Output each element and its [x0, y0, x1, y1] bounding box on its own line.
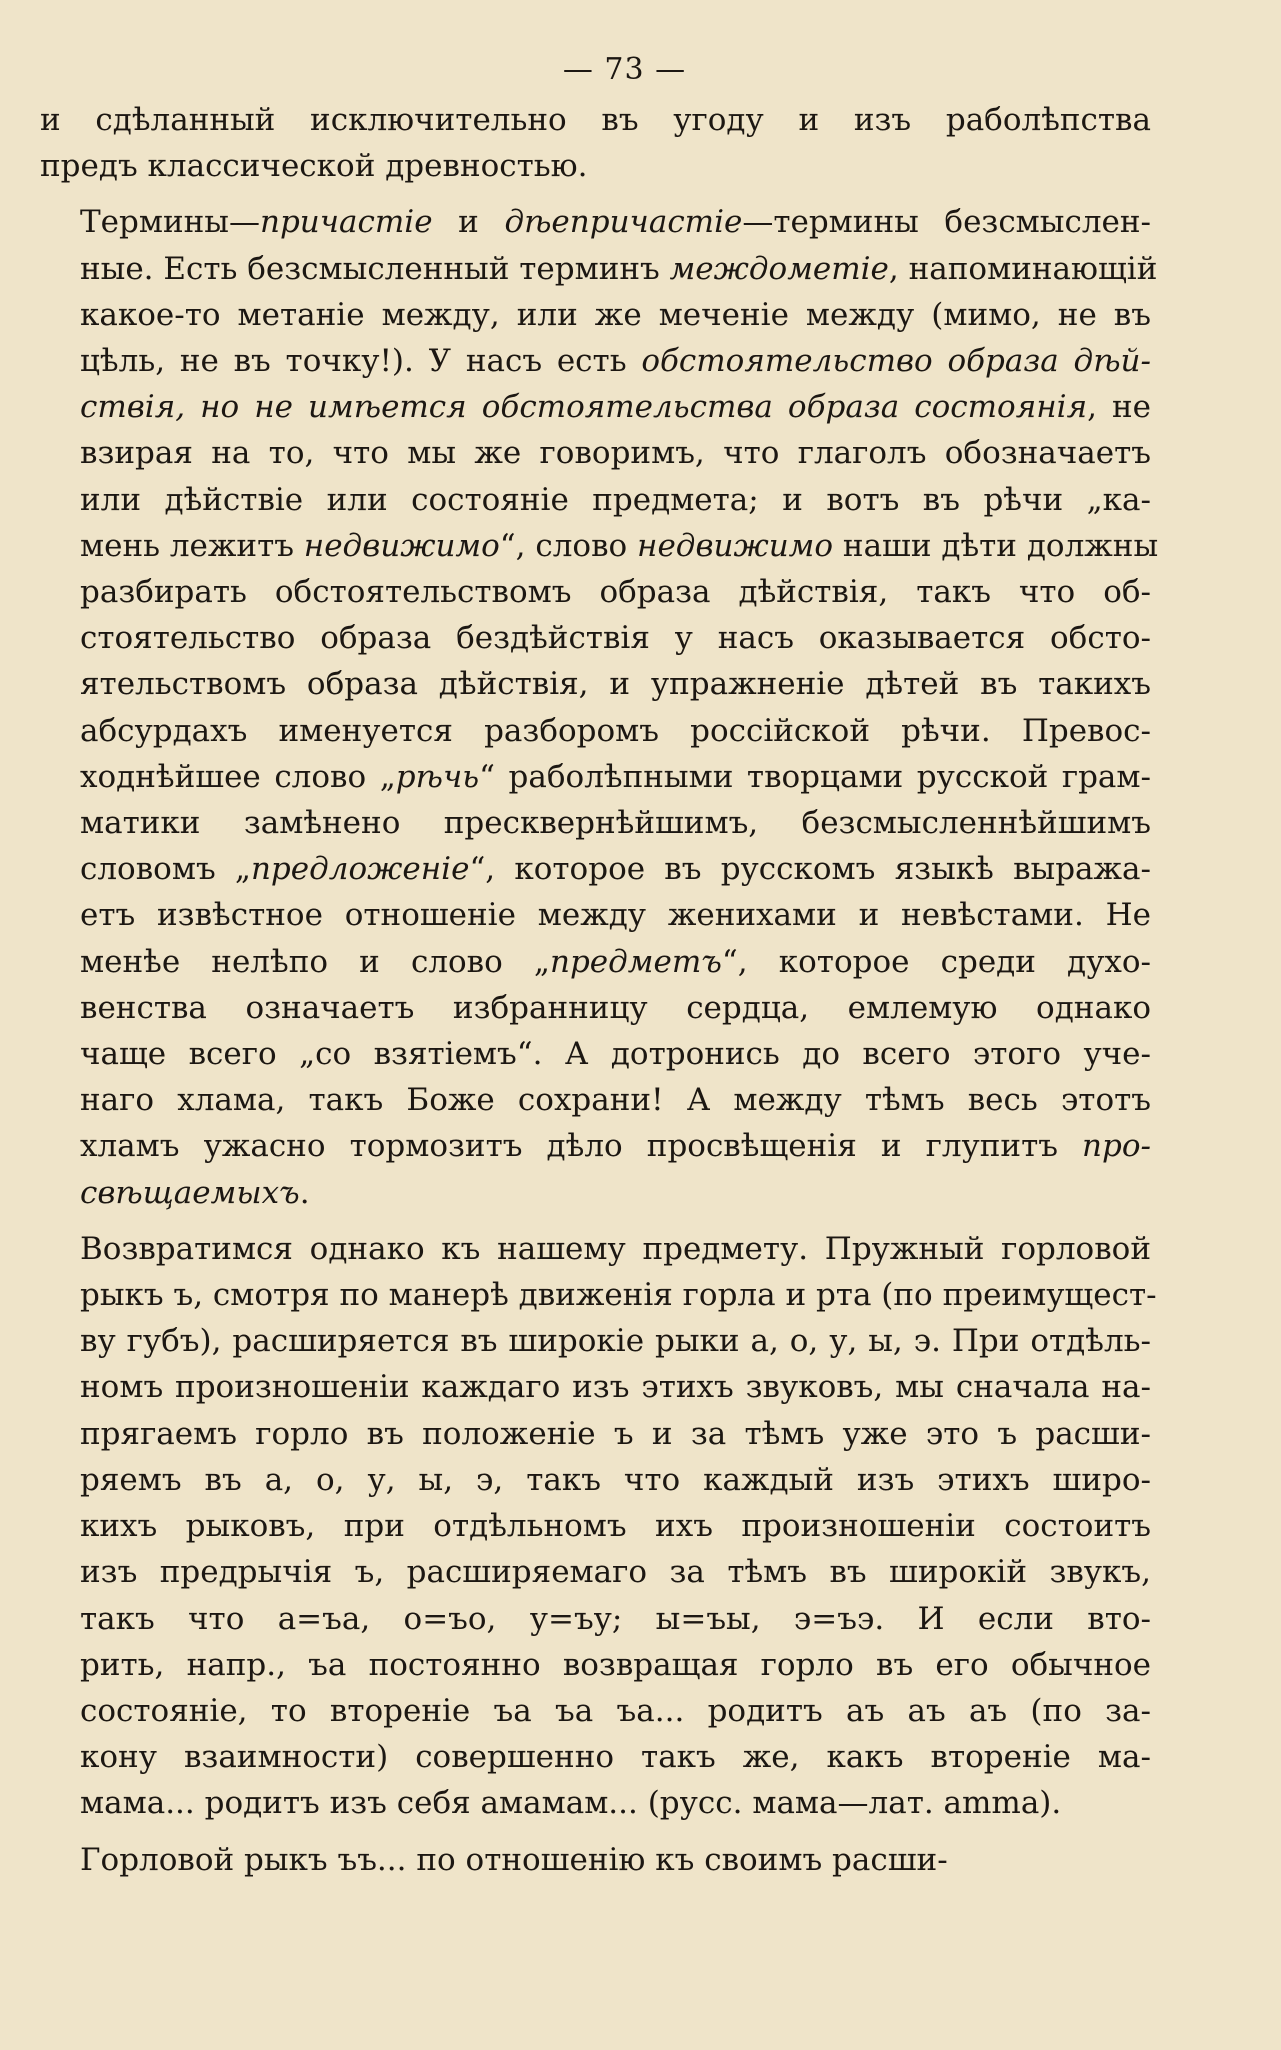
- paragraph: [40, 1837, 1151, 1883]
- paragraph: [40, 199, 1159, 1215]
- text-run: венства означаетъ избранницу сердца, емлемую однако: [80, 989, 1151, 1026]
- text-run: предъ классической древностью.: [40, 148, 588, 185]
- text-line: [40, 1780, 1151, 1826]
- text-run: етъ извѣстное отношеніе между женихами и невѣстами. Не: [80, 897, 1151, 934]
- italic-term: обстоятельство образа дѣй-: [641, 343, 1151, 380]
- text-run: .: [299, 1174, 310, 1211]
- text-line: [40, 569, 1151, 615]
- text-line: [40, 1226, 1151, 1272]
- text-line: [40, 1170, 1151, 1216]
- text-line: [40, 1077, 1151, 1123]
- text-line: [40, 1642, 1151, 1688]
- text-run: “, слово: [499, 527, 638, 564]
- text-run: мень лежитъ: [80, 527, 304, 564]
- italic-term: дѣепричастіе: [504, 204, 743, 241]
- text-line: [40, 199, 1151, 245]
- text-run: Возвратимся однако къ нашему предмету. Пружный горловой: [80, 1230, 1151, 1267]
- text-run: стоятельство образа бездѣйствія у насъ оказывается обсто-: [80, 620, 1151, 657]
- text-run: “, которое среди духо-: [721, 943, 1151, 980]
- text-line: [40, 1734, 1151, 1780]
- italic-term: предложеніе: [250, 851, 470, 888]
- text-line: [40, 939, 1151, 985]
- text-line: [40, 477, 1151, 523]
- text-line: [40, 143, 1151, 189]
- text-run: или дѣйствіе или состояніе предмета; и вотъ въ рѣчи „ка-: [80, 481, 1151, 518]
- text-line: [40, 338, 1151, 384]
- italic-term: про-: [1082, 1128, 1151, 1165]
- text-run: менѣе нелѣпо и слово „: [80, 943, 550, 980]
- text-run: рыкъ ъ, смотря по манерѣ движенія горла и рта (по преимущест-: [80, 1277, 1157, 1314]
- page-body: [40, 97, 1159, 1883]
- text-run: взирая на то, что мы же говоримъ, что глаголъ обозначаетъ: [80, 435, 1151, 472]
- italic-term: ствія, но не имѣется обстоятельства образа состоянія: [80, 389, 1088, 426]
- text-run: прягаемъ горло въ положеніе ъ и за тѣмъ уже это ъ расши-: [80, 1415, 1151, 1452]
- page-number: — 73 —: [562, 52, 687, 87]
- paragraph: [40, 97, 1151, 189]
- text-line: [40, 1031, 1151, 1077]
- text-run: , напоминающій: [888, 250, 1158, 287]
- text-line: [40, 1549, 1151, 1595]
- text-run: матики замѣнено пресквернѣйшимъ, безсмысленнѣйшимъ: [80, 805, 1151, 842]
- text-run: рить, напр., ъа постоянно возвращая горло въ его обычное: [80, 1646, 1151, 1683]
- italic-term: междометіе: [669, 250, 889, 287]
- text-line: [40, 1837, 1151, 1883]
- text-line: [40, 1688, 1151, 1734]
- text-line: [40, 292, 1151, 338]
- text-run: и сдѣланный исключительно въ угоду и изъ раболѣпства: [40, 102, 1151, 138]
- italic-term: предметъ: [550, 943, 722, 980]
- text-run: чаще всего „со взятіемъ“. А дотронись до всего этого уче-: [80, 1036, 1151, 1073]
- text-run: изъ предрычія ъ, расширяемаго за тѣмъ въ широкій звукъ,: [80, 1554, 1151, 1591]
- text-run: номъ произношеніи каждаго изъ этихъ звуковъ, мы сначала на-: [80, 1369, 1151, 1406]
- text-run: кону взаимности) совершенно такъ же, какъ втореніе ма-: [80, 1739, 1151, 1776]
- italic-term: рѣчь: [395, 758, 480, 795]
- text-run: такъ что а=ъа, о=ъо, у=ъу; ы=ъы, э=ъэ. И если вто-: [80, 1600, 1151, 1637]
- text-line: [40, 708, 1151, 754]
- italic-term: свѣщаемыхъ: [80, 1174, 300, 1211]
- text-run: мама... родитъ изъ себя амамам... (русс. мама—лат. amma).: [80, 1785, 1062, 1822]
- text-run: хламъ ужасно тормозитъ дѣло просвѣщенія и глупитъ: [80, 1128, 1083, 1165]
- text-line: [40, 1318, 1151, 1364]
- text-run: ряемъ въ а, о, у, ы, э, такъ что каждый изъ этихъ широ-: [80, 1461, 1151, 1498]
- text-line: [40, 1596, 1151, 1642]
- text-run: какое-то метаніе между, или же меченіе между (мимо, не въ: [80, 296, 1151, 333]
- text-line: [40, 985, 1151, 1031]
- text-run: наши дѣти должны: [833, 527, 1159, 564]
- text-line: [40, 1411, 1151, 1457]
- text-line: [40, 754, 1151, 800]
- text-run: ятельствомъ образа дѣйствія, и упражненіе дѣтей въ такихъ: [80, 666, 1151, 703]
- italic-term: причастіе: [259, 204, 433, 241]
- text-line: [40, 615, 1151, 661]
- text-run: состояніе, то втореніе ъа ъа ъа... родитъ аъ аъ аъ (по за-: [80, 1692, 1151, 1729]
- text-run: ходнѣйшее слово „: [80, 758, 396, 795]
- text-line: [40, 1272, 1157, 1318]
- text-run: Горловой рыкъ ъъ... по отношенію къ своимъ расши-: [80, 1841, 948, 1878]
- text-run: —термины безсмыслен-: [742, 204, 1152, 241]
- text-line: [40, 246, 1158, 292]
- text-line: [40, 1503, 1151, 1549]
- text-line: [40, 1457, 1151, 1503]
- text-run: кихъ рыковъ, при отдѣльномъ ихъ произношеніи состоитъ: [80, 1508, 1151, 1545]
- text-run: разбирать обстоятельствомъ образа дѣйствія, такъ что об-: [80, 574, 1151, 611]
- text-line: [40, 892, 1151, 938]
- italic-term: недвижимо: [303, 527, 500, 564]
- text-run: “, которое въ русскомъ языкѣ выража-: [469, 851, 1151, 888]
- paragraph: [40, 1226, 1157, 1827]
- text-line: [40, 846, 1151, 892]
- text-line: [40, 1123, 1151, 1169]
- text-run: ву губъ), расширяется въ широкіе рыки а, о, у, ы, э. При отдѣль-: [80, 1323, 1151, 1360]
- text-line: [40, 97, 1151, 143]
- text-line: [40, 523, 1159, 569]
- text-line: [40, 1364, 1151, 1410]
- text-run: , не: [1087, 389, 1152, 426]
- italic-term: недвижимо: [637, 527, 834, 564]
- text-line: [40, 430, 1151, 476]
- text-run: ные. Есть безсмысленный терминъ: [80, 250, 670, 287]
- text-run: абсурдахъ именуется разборомъ россійской рѣчи. Превос-: [80, 712, 1151, 749]
- text-run: “ раболѣпными творцами русской грам-: [479, 758, 1151, 795]
- text-run: и: [432, 204, 505, 241]
- text-line: [40, 661, 1151, 707]
- text-line: [40, 800, 1151, 846]
- text-run: наго хлама, такъ Боже сохрани! А между тѣмъ весь этотъ: [80, 1082, 1151, 1119]
- text-run: словомъ „: [80, 851, 251, 888]
- text-line: [40, 384, 1151, 430]
- text-run: цѣль, не въ точку!). У насъ есть: [80, 343, 642, 380]
- text-run: Термины—: [80, 204, 260, 241]
